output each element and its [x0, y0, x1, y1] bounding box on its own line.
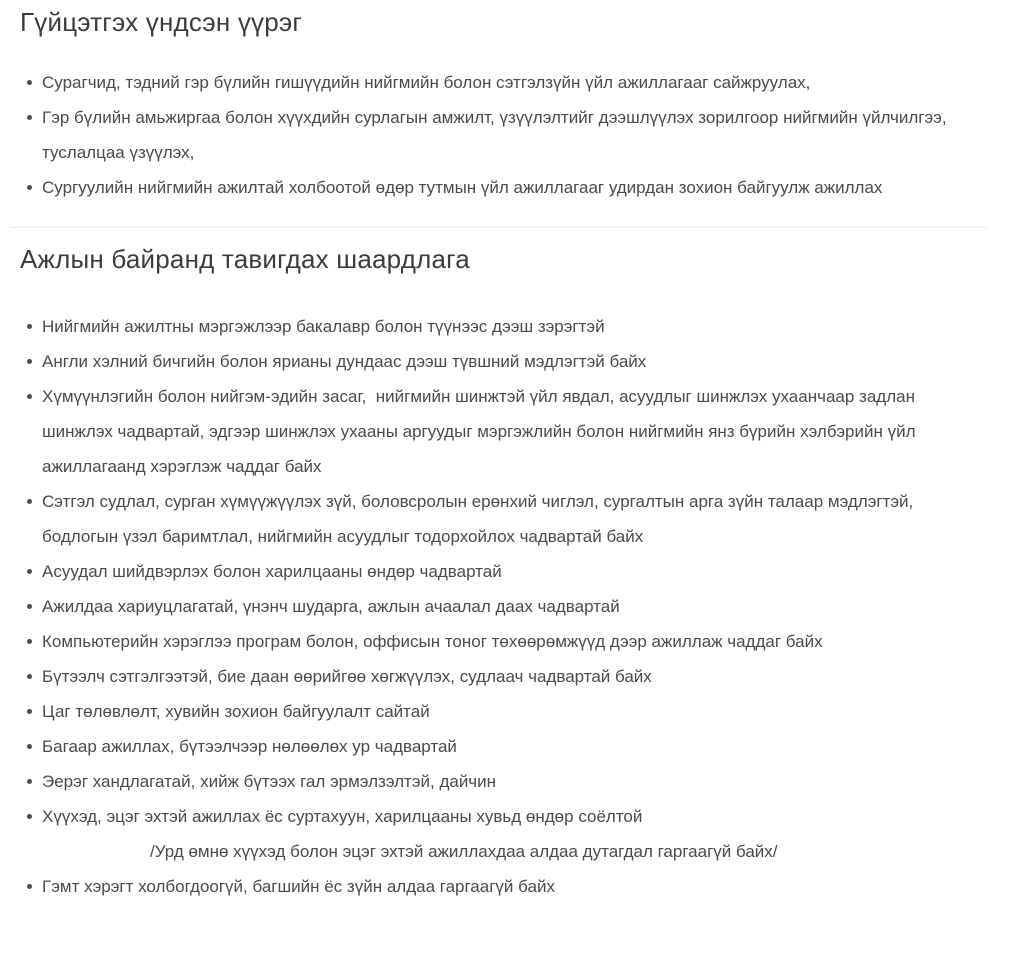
bullet-icon — [27, 674, 32, 679]
list-item-text: Нийгмийн ажилтны мэргэжлээр бакалавр болон түүнээс дээш зэрэгтэй — [42, 317, 605, 336]
bullet-icon — [27, 115, 32, 120]
bullet-icon — [27, 639, 32, 644]
list-item — [42, 379, 988, 484]
section-item-list — [20, 309, 988, 904]
bullet-icon — [27, 814, 32, 819]
list-item — [42, 484, 988, 554]
list-item — [42, 624, 988, 659]
list-item — [42, 65, 988, 100]
bullet-icon — [27, 394, 32, 399]
list-item-text: Сургуулийн нийгмийн ажилтай холбоотой өдөр тутмын үйл ажиллагааг удирдан зохион байгуулж ажиллах — [42, 178, 883, 197]
bullet-icon — [27, 744, 32, 749]
bullet-icon — [27, 709, 32, 714]
bullet-icon — [27, 359, 32, 364]
list-item — [42, 799, 988, 834]
list-item — [42, 694, 988, 729]
section-title: Гүйцэтгэх үндсэн үүрэг — [20, 7, 303, 37]
bullet-icon — [27, 324, 32, 329]
list-item-text: Багаар ажиллах, бүтээлчээр нөлөөлөх ур чадвартай — [42, 737, 457, 756]
bullet-icon — [27, 499, 32, 504]
list-item-text: /Урд өмнө хүүхэд болон эцэг эхтэй ажиллахдаа алдаа дутагдал гаргаагүй байх/ — [150, 842, 778, 861]
bullet-icon — [27, 604, 32, 609]
section-divider — [10, 227, 988, 228]
list-item — [42, 729, 988, 764]
list-item — [42, 764, 988, 799]
list-item — [42, 869, 988, 904]
list-item — [42, 344, 988, 379]
list-item-text: Асуудал шийдвэрлэх болон харилцааны өндөр чадвартай — [42, 562, 502, 581]
list-item-text: Компьютерийн хэрэглээ програм болон, оффисын тоног төхөөрөмжүүд дээр ажиллаж чаддаг байх — [42, 632, 823, 651]
list-item — [42, 659, 988, 694]
list-item-text: Цаг төлөвлөлт, хувийн зохион байгуулалт сайтай — [42, 702, 430, 721]
list-item — [42, 100, 988, 170]
bullet-icon — [27, 185, 32, 190]
bullet-icon — [27, 884, 32, 889]
list-item-text: Англи хэлний бичгийн болон ярианы дундаас дээш түвшний мэдлэгтэй байх — [42, 352, 647, 371]
bullet-icon — [27, 779, 32, 784]
list-item-text: Эерэг хандлагатай, хийж бүтээх гал эрмэлзэлтэй, дайчин — [42, 772, 497, 791]
note-line — [42, 834, 988, 869]
section-title: Ажлын байранд тавигдах шаардлага — [20, 244, 470, 274]
list-item-text: Гэмт хэрэгт холбогдоогүй, багшийн ёс зүйн алдаа гаргаагүй байх — [42, 877, 555, 896]
list-item — [42, 309, 988, 344]
list-item-text: Ажилдаа хариуцлагатай, үнэнч шударга, ажлын ачаалал даах чадвартай — [42, 597, 620, 616]
list-item-text: Гэр бүлийн амьжиргаа болон хүүхдийн сурлагын амжилт, үзүүлэлтийг дээшлүүлэх зорилгоор нийгмийн үйлчилгээ, туслалцаа үзүүлэх, — [42, 108, 952, 162]
list-item-text: Бүтээлч сэтгэлгээтэй, бие даан өөрийгөө хөгжүүлэх, судлаач чадвартай байх — [42, 667, 652, 686]
list-item-text: Хүүхэд, эцэг эхтэй ажиллах ёс суртахуун, харилцааны хувьд өндөр соёлтой — [42, 807, 643, 826]
list-item-text: Сэтгэл судлал, сурган хүмүүжүүлэх зүй, боловсролын ерөнхий чиглэл, сургалтын арга зүйн талаар мэдлэгтэй, бодлогын үзэл баримтлал, нийгмийн асуудлыг тодорхойлох чадвартай байх — [42, 492, 918, 546]
bullet-icon — [27, 80, 32, 85]
list-item — [42, 170, 988, 205]
list-item-text: Сурагчид, тэдний гэр бүлийн гишүүдийн нийгмийн болон сэтгэлзүйн үйл ажиллагааг сайжруулах, — [42, 73, 811, 92]
list-item — [42, 589, 988, 624]
section-item-list — [20, 65, 988, 205]
list-item-text: Хүмүүнлэгийн болон нийгэм-эдийн засаг, нийгмийн шинжтэй үйл явдал, асуудлыг шинжлэх ухаанчаар задлан шинжлэх чадвартай, эдгээр шинжлэх ухааны аргуудыг мэргэжлийн болон нийгмийн янз бүрийн хэлбэрийн үйл ажиллагаанд хэрэглэж чаддаг байх — [42, 387, 921, 476]
list-item — [42, 554, 988, 589]
bullet-icon — [27, 569, 32, 574]
